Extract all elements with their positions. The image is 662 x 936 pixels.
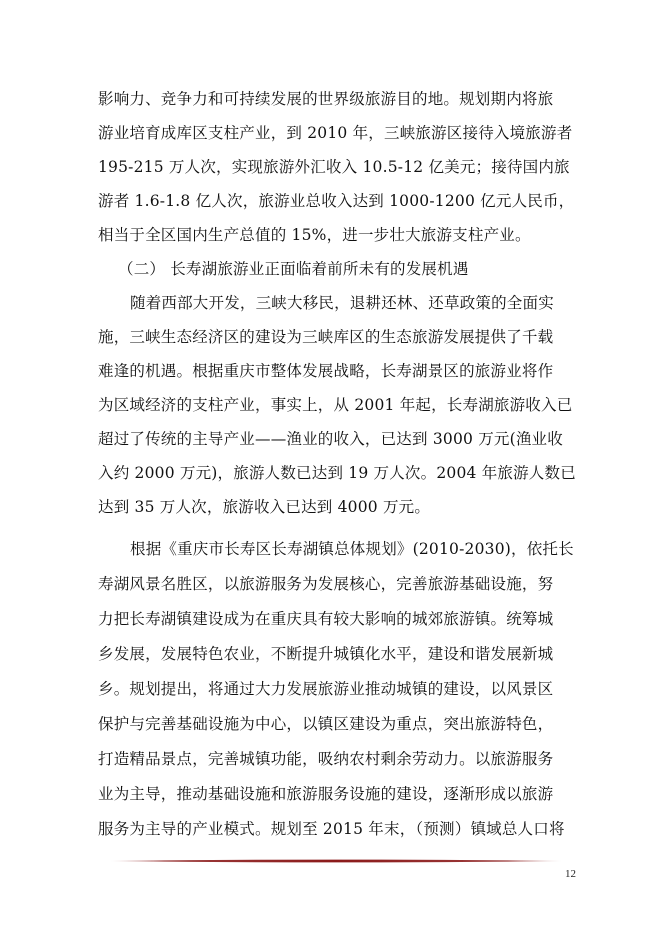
paragraph-line: 施，三峡生态经济区的建设为三峡库区的生态旅游发展提供了千载 <box>98 328 554 346</box>
paragraph-line: 为区域经济的支柱产业，事实上，从 2001 年起，长寿湖旅游收入已 <box>98 396 573 414</box>
page-number: 12 <box>565 868 576 880</box>
paragraph-line: 保护与完善基础设施为中心，以镇区建设为重点，突出旅游特色， <box>98 715 554 733</box>
paragraph-line: 195-215 万人次，实现旅游外汇收入 10.5-12 亿美元；接待国内旅 <box>98 158 570 176</box>
section-heading: （二） 长寿湖旅游业正面临着前所未有的发展机遇 <box>118 260 469 278</box>
paragraph-line: 达到 35 万人次，旅游收入已达到 4000 万元。 <box>98 498 431 516</box>
paragraph-line: 相当于全区国内生产总值的 15%，进一步壮大旅游支柱产业。 <box>98 226 531 244</box>
paragraph-line: 乡发展，发展特色农业，不断提升城镇化水平，建设和谐发展新城 <box>98 645 554 663</box>
paragraph-line: 难逢的机遇。根据重庆市整体发展战略，长寿湖景区的旅游业将作 <box>98 362 554 380</box>
paragraph-line: 乡。规划提出，将通过大力发展旅游业推动城镇的建设，以风景区 <box>98 680 554 698</box>
paragraph-line: 入约 2000 万元)，旅游人数已达到 19 万人次。2004 年旅游人数已 <box>98 464 576 482</box>
paragraph-line: 影响力、竞争力和可持续发展的世界级旅游目的地。规划期内将旅 <box>98 90 554 108</box>
paragraph-line: 根据《重庆市长寿区长寿湖镇总体规划》(2010-2030)，依托长 <box>130 540 574 558</box>
paragraph-line: 力把长寿湖镇建设成为在重庆具有较大影响的城郊旅游镇。统筹城 <box>98 610 554 628</box>
paragraph-line: 超过了传统的主导产业——渔业的收入，已达到 3000 万元(渔业收 <box>98 430 563 448</box>
paragraph-line: 游者 1.6-1.8 亿人次，旅游业总收入达到 1000-1200 亿元人民币， <box>98 192 575 210</box>
paragraph-line: 业为主导，推动基础设施和旅游服务设施的建设，逐渐形成以旅游 <box>98 785 554 803</box>
paragraph-line: 随着西部大开发，三峡大移民，退耕还林、还草政策的全面实 <box>130 294 554 312</box>
paragraph-line: 服务为主导的产业模式。规划至 2015 年末，（预测）镇域总人口将 <box>98 820 565 838</box>
footer-rule <box>110 858 562 864</box>
paragraph-line: 打造精品景点，完善城镇功能，吸纳农村剩余劳动力。以旅游服务 <box>98 750 554 768</box>
paragraph-line: 寿湖风景名胜区，以旅游服务为发展核心，完善旅游基础设施，努 <box>98 575 554 593</box>
paragraph-line: 游业培育成库区支柱产业，到 2010 年，三峡旅游区接待入境旅游者 <box>98 124 573 142</box>
